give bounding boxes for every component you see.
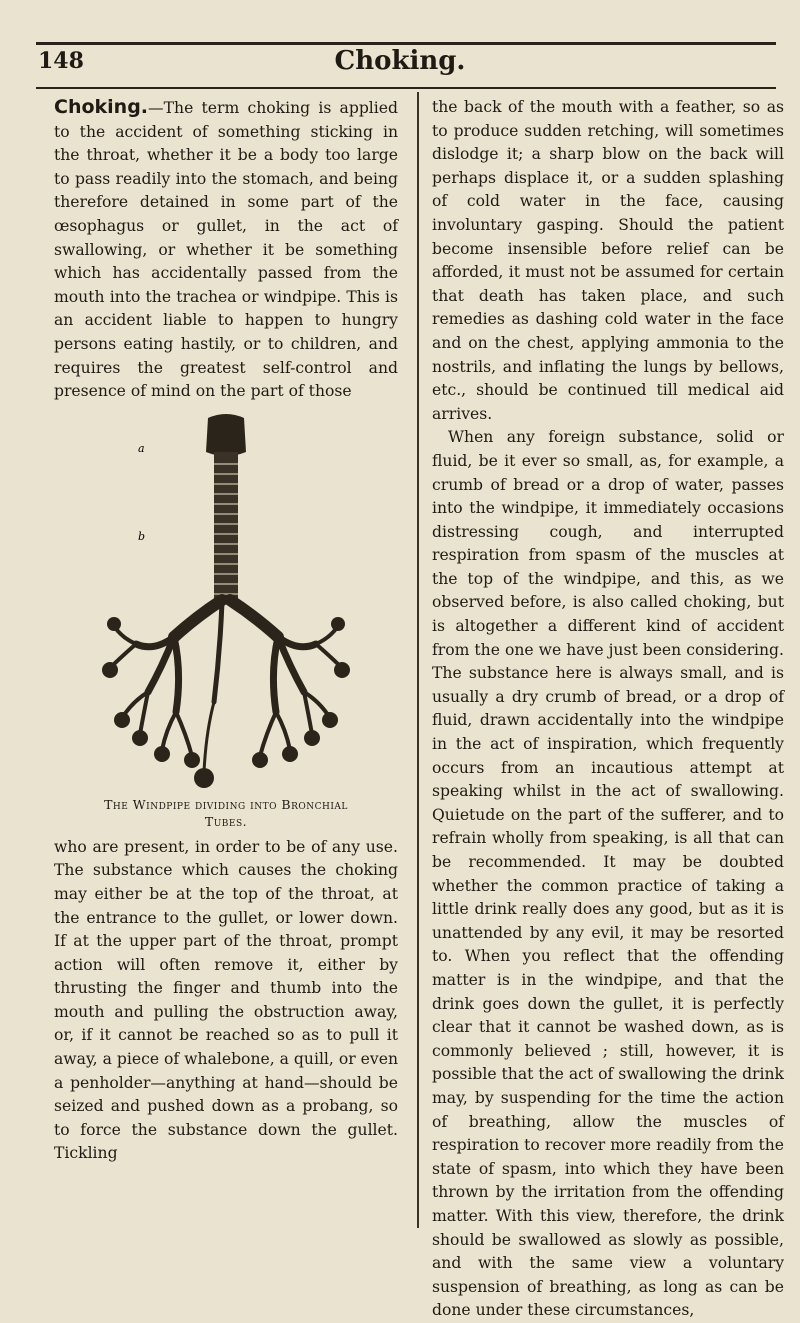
page-number: 148 bbox=[38, 48, 84, 74]
caption-line: The Windpipe dividing into Bronchial bbox=[104, 796, 348, 812]
figure-caption bbox=[54, 796, 398, 830]
paragraph: the back of the mouth with a feather, so as to produce sudden retching, will sometimes dislodge it; a sharp blow on the back will perhaps displace it, or a sudden splashing of cold water in the face, causing involuntary gasping. Should the patient become insensible before relief can be afforded, it must not be assumed for certain that death has taken place, and such remedies as dashing cold water in the face and on the chest, applying ammonia to the nostrils, and inflating the lungs by bellows, etc., should be continued till medical aid arrives. bbox=[432, 98, 784, 423]
column-divider bbox=[417, 92, 419, 1228]
paragraph: When any foreign substance, solid or fluid, be it ever so small, as, for example, a crumb of bread or a drop of water, passes into the windpipe, it immediately occasions distressing cough, and interrupted respiration from spasm of the muscles at the top of the windpipe, and this, as we observed before, is also called choking, but is altogether a different kind of accident from the one we have just been considering. The substance here is always small, and is usually a dry crumb of bread, or a drop of fluid, drawn accidentally into the windpipe in the act of inspiration, which frequently occurs from an incautious attempt at speaking whilst in the act of swallowing. Quietude on the part of the sufferer, and to refrain wholly from speaking, is all that can be recommended. It may be doubted whether the common practice of taking a little drink really does any good, but as it is unattended by any evil, it may be resorted to. When you reflect that the offending matter is in the windpipe, and that the drink goes down the gullet, it is perfectly clear that it cannot be washed down, as is commonly believed ; still, however, it is possible that the act of swallowing the drink may, by suspending for the time the action of breathing, allow the muscles of respiration to recover more readily from the state of spasm, into which they have been thrown by the irritation from the offending matter. With this view, therefore, the drink should be swallowed as slowly as possible, and with the same view a voluntary suspension of breathing, as long as can be done under these circumstances, bbox=[432, 428, 784, 1320]
running-title: Choking. bbox=[334, 46, 466, 76]
paragraph bbox=[54, 96, 398, 404]
right-column bbox=[432, 96, 784, 1323]
figure-label-a: a bbox=[138, 441, 145, 455]
windpipe-illustration bbox=[54, 412, 398, 794]
figure-label-b: b bbox=[138, 529, 146, 543]
header-rule bbox=[36, 87, 776, 89]
bronchi bbox=[110, 600, 342, 772]
bronchial-tree-figure bbox=[96, 412, 356, 794]
entry-heading: Choking. bbox=[54, 96, 149, 118]
left-column bbox=[54, 96, 398, 1166]
larynx bbox=[206, 414, 246, 456]
paragraph: who are present, in order to be of any use. The substance which causes the choking may either be at the top of the throat, at the entrance to the gullet, or lower down. If at the upper part of the throat, prompt action will often remove it, either by thrusting the finger and thumb into the mouth and pulling the obstruction away, or, if it cannot be reached so as to pull it away, a piece of whalebone, a quill, or even a penholder—anything at hand—should be seized and pushed down as a probang, so to force the substance down the gullet. Tickling bbox=[54, 837, 398, 1163]
top-rule bbox=[36, 42, 776, 45]
paragraph-text: —The term choking is applied to the accident of something sticking in the throat, whether it be a body too large to pass readily into the stomach, and being therefore detained in some part of the œsophagus or gullet, in the act of swallowing, or whether it be something which has accidentally passed from the mouth into the trachea or windpipe. This is an accident liable to happen to hungry persons eating hastily, or to children, and requires the greatest self-control and presence of mind on the part of those bbox=[54, 99, 398, 401]
caption-line: Tubes. bbox=[204, 813, 248, 829]
